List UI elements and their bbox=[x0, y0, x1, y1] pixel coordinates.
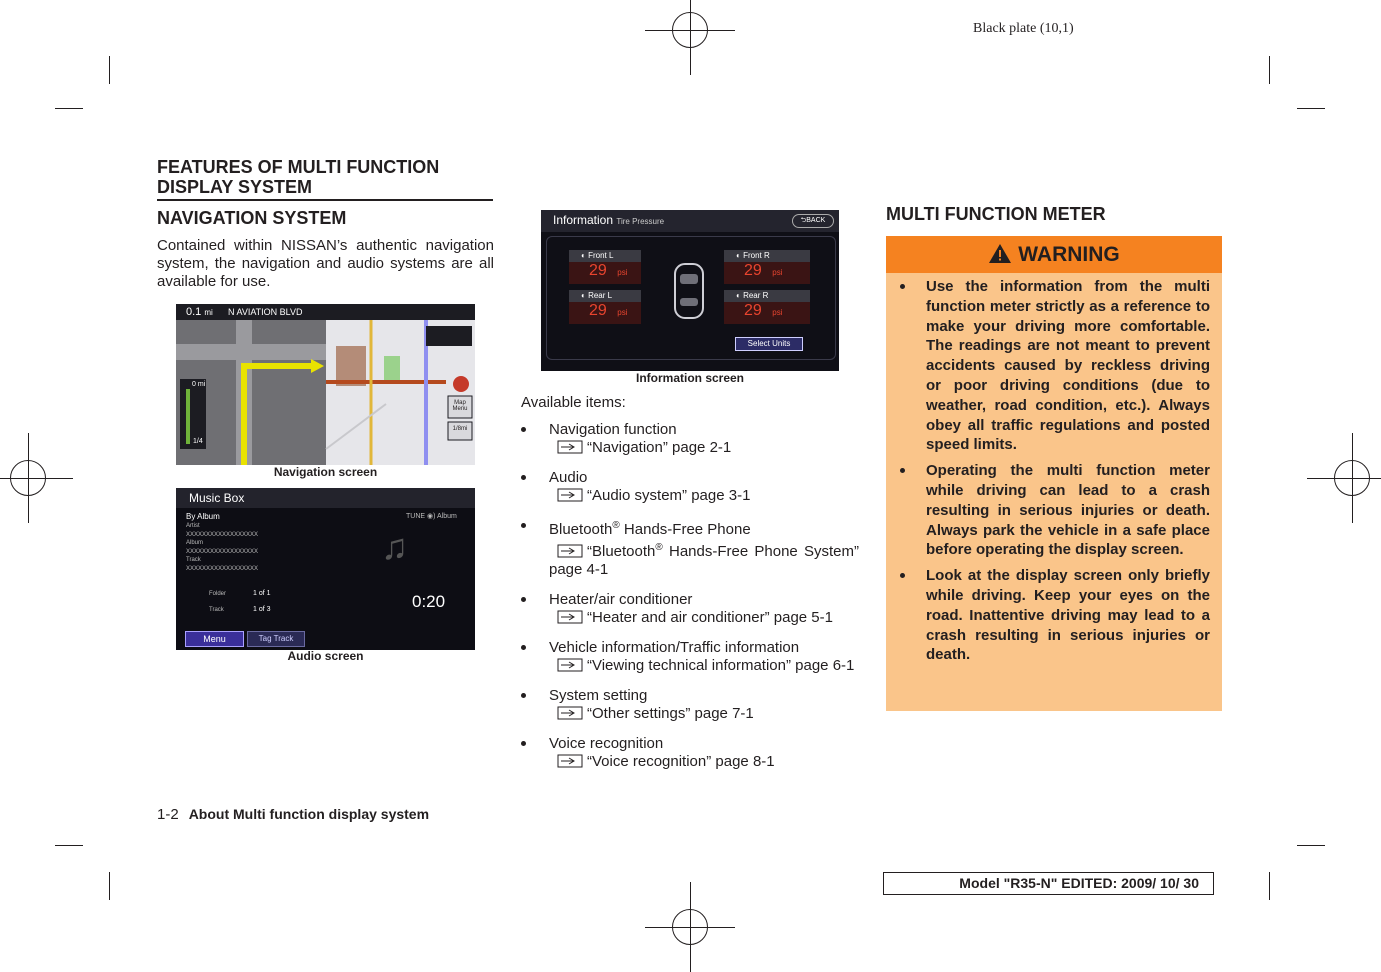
car-top-view-icon bbox=[669, 258, 709, 322]
navigation-heading: NAVIGATION SYSTEM bbox=[157, 208, 347, 228]
folder-label: Folder bbox=[209, 591, 227, 597]
reference-hand-icon bbox=[557, 544, 583, 558]
crop-mark bbox=[1297, 845, 1325, 846]
list-item: Vehicle information/Traffic information “Viewing technical information” page 6-1 bbox=[521, 639, 859, 675]
list-item: Voice recognition “Voice recognition” page 8-1 bbox=[521, 735, 859, 771]
navigation-text: Contained within NISSAN’s authentic navigation system, the navigation and audio systems are all available for use. bbox=[157, 237, 494, 290]
tire-rear-right: ◐ Rear R 29 psi bbox=[724, 290, 810, 326]
tire-icon: ◐ bbox=[581, 291, 586, 300]
list-item: Heater/air conditioner “Heater and air conditioner” page 5-1 bbox=[521, 591, 859, 627]
audio-caption: Audio screen bbox=[287, 649, 364, 663]
crop-mark bbox=[55, 108, 83, 109]
registration-mark bbox=[1307, 433, 1381, 523]
reference-hand-icon bbox=[557, 610, 583, 624]
registration-mark bbox=[645, 0, 735, 75]
crop-mark bbox=[109, 56, 110, 84]
audio-screen bbox=[176, 488, 475, 650]
reference-hand-icon bbox=[557, 658, 583, 672]
warning-item: Look at the display screen only briefly while driving. Keep your eyes on the road. Inattentive driving may lead to a crash resulting in serious injuries or death. bbox=[898, 566, 1210, 665]
plate-label: Black plate (10,1) bbox=[973, 21, 1074, 36]
tire-rear-left: ◐ Rear L 29 psi bbox=[569, 290, 641, 326]
navigation-map bbox=[176, 304, 475, 465]
crop-mark bbox=[109, 872, 110, 900]
menu-button[interactable]: Menu bbox=[185, 631, 244, 647]
tag-track-button[interactable]: Tag Track bbox=[247, 631, 305, 647]
map-menu-button[interactable]: Map Menu bbox=[452, 400, 468, 412]
nav-scale-bottom: 1/4 bbox=[193, 438, 203, 445]
list-item: Navigation function “Navigation” page 2-1 bbox=[521, 421, 859, 457]
page-footer bbox=[157, 806, 429, 823]
section-heading: FEATURES OF MULTI FUNCTION DISPLAY SYSTEM bbox=[157, 157, 493, 201]
warning-triangle-icon bbox=[988, 243, 1012, 264]
multi-function-meter-heading: MULTI FUNCTION METER bbox=[886, 204, 1106, 224]
crop-mark bbox=[1297, 108, 1325, 109]
music-note-icon: ♫ bbox=[381, 526, 408, 567]
registration-mark bbox=[0, 433, 73, 523]
back-button[interactable]: ⮌BACK bbox=[792, 214, 834, 228]
information-caption: Information screen bbox=[635, 371, 745, 385]
warning-item: Operating the multi function meter while driving can lead to a crash resulting in serious injuries or death. Always park the vehicle in a safe place before operating the display screen. bbox=[898, 461, 1210, 560]
tire-icon: ◐ bbox=[581, 251, 586, 260]
available-items-list bbox=[521, 421, 859, 782]
information-screen bbox=[541, 210, 839, 371]
crop-mark bbox=[1269, 872, 1270, 900]
audio-tune: TUNE ◉) Album bbox=[406, 513, 457, 520]
available-items-label: Available items: bbox=[521, 394, 626, 411]
warning-header: WARNING bbox=[886, 236, 1222, 273]
page-number: 1-2 bbox=[157, 806, 179, 823]
reference-hand-icon bbox=[557, 754, 583, 768]
audio-title: Music Box bbox=[189, 491, 245, 505]
track-label: Track bbox=[209, 607, 224, 613]
tire-front-left: ◐ Front L 29 psi bbox=[569, 250, 641, 286]
playback-time: 0:20 bbox=[412, 592, 446, 611]
reference-hand-icon bbox=[557, 488, 583, 502]
registration-mark bbox=[645, 882, 735, 972]
list-item: Bluetooth® Hands-Free Phone “Bluetooth® Hands-Free Phone System” page 4-1 bbox=[521, 517, 859, 579]
scale-button[interactable]: 1/8mi bbox=[452, 426, 468, 432]
model-edited-box: Model "R35-N" EDITED: 2009/ 10/ 30 bbox=[883, 872, 1214, 895]
tire-icon: ◐ bbox=[736, 251, 741, 260]
folder-value: 1 of 1 bbox=[253, 590, 271, 597]
audio-by-album: By Album bbox=[186, 512, 220, 521]
tire-icon: ◐ bbox=[736, 291, 741, 300]
track-value: 1 of 3 bbox=[253, 606, 271, 613]
crop-mark bbox=[1269, 56, 1270, 84]
warning-box bbox=[886, 236, 1222, 711]
list-item: System setting “Other settings” page 7-1 bbox=[521, 687, 859, 723]
list-item: Audio “Audio system” page 3-1 bbox=[521, 469, 859, 505]
select-units-button[interactable]: Select Units bbox=[735, 337, 803, 351]
navigation-screen bbox=[176, 304, 475, 465]
audio-track-info: Artist XXXXXXXXXXXXXXXXXX Album XXXXXXXXXXXXXXXXXX Track XXXXXXXXXXXXXXXXXX bbox=[186, 523, 259, 572]
info-title: Information Tire Pressure bbox=[553, 213, 665, 227]
footer-title: About Multi function display system bbox=[188, 806, 430, 822]
tire-front-right: ◐ Front R 29 psi bbox=[724, 250, 810, 286]
crop-mark bbox=[55, 845, 83, 846]
nav-street: N AVIATION BLVD bbox=[228, 307, 303, 317]
reference-hand-icon bbox=[557, 440, 583, 454]
nav-distance: 0.1 mi bbox=[186, 306, 213, 318]
warning-item: Use the information from the multi function meter strictly as a reference to make your driving more comfortable. The readings are not meant to prevent accidents caused by reckless driving or poor driving conditions (due to weather, road condition, etc.). Always obey all traffic regulations and posted speed limits. bbox=[898, 277, 1210, 455]
reference-hand-icon bbox=[557, 706, 583, 720]
navigation-caption: Navigation screen bbox=[273, 465, 378, 479]
nav-scale-top: 0 mi bbox=[192, 381, 206, 388]
